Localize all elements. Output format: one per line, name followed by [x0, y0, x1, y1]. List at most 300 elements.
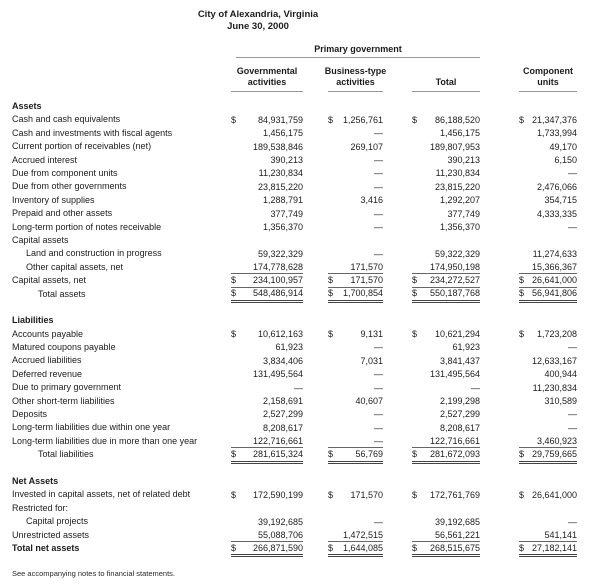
cell-business-type-activities: [303, 542, 383, 556]
amount-value: —: [568, 516, 577, 527]
amount-value: 4,333,335: [536, 208, 577, 219]
cell-total: [383, 341, 480, 354]
cell-component-units: [480, 167, 577, 180]
row-label: Long-term portion of notes receivable: [12, 221, 162, 232]
table-row: [0, 328, 600, 341]
currency-symbol: $: [231, 489, 237, 500]
row-label: Current portion of receivables (net): [12, 141, 152, 152]
cell-business-type-activities: [303, 114, 383, 127]
row-label: Deposits: [12, 408, 48, 419]
cell-total: [383, 181, 480, 194]
amount-value: —: [374, 248, 383, 259]
cell-governmental-activities: [218, 274, 303, 288]
amount-value: 171,570: [350, 261, 383, 272]
amount-value: 59,322,329: [257, 248, 303, 259]
column-header-line: activities: [336, 77, 375, 87]
cell-governmental-activities: [218, 382, 303, 395]
column-header-component-units: [480, 58, 577, 92]
cell-business-type-activities: [303, 408, 383, 421]
amount-value: 61,923: [275, 342, 303, 353]
row-label: Accrued liabilities: [12, 355, 82, 366]
currency-symbol: $: [231, 114, 237, 125]
row-label: Total assets: [38, 288, 86, 299]
section-header-row: [0, 314, 600, 327]
column-header-line: Business-type: [324, 66, 387, 76]
table-row: [0, 247, 600, 260]
table-row: [0, 435, 600, 448]
cell-business-type-activities: [303, 382, 383, 395]
cell-total: [383, 382, 480, 395]
amount-value: 86,188,520: [434, 114, 480, 125]
amount-value: 11,230,834: [258, 168, 303, 179]
row-label: Due from component units: [12, 167, 118, 178]
report-date: June 30, 2000: [227, 21, 289, 32]
cell-component-units: [480, 368, 577, 381]
amount-value: 1,644,085: [342, 542, 383, 553]
cell-business-type-activities: [303, 328, 383, 341]
currency-symbol: $: [328, 449, 334, 460]
column-header-row: [0, 58, 600, 92]
cell-governmental-activities: [218, 194, 303, 207]
cell-business-type-activities: [303, 355, 383, 368]
currency-symbol: $: [519, 275, 525, 286]
amount-value: 12,633,167: [531, 355, 577, 366]
cell-governmental-activities: [218, 516, 303, 529]
cell-total: [383, 141, 480, 154]
amount-value: 61,923: [452, 342, 480, 353]
cell-business-type-activities: [303, 208, 383, 221]
column-header-line: activities: [247, 77, 287, 87]
cell-total: [383, 221, 480, 234]
amount-value: 377,749: [270, 208, 303, 219]
cell-component-units: [480, 141, 577, 154]
column-header-line: Total: [435, 77, 457, 87]
cell-component-units: [480, 127, 577, 140]
amount-value: —: [294, 382, 303, 393]
row-label: Land and construction in progress: [26, 248, 162, 259]
cell-component-units: [480, 154, 577, 167]
amount-value: 1,723,208: [536, 329, 577, 340]
cell-total: [383, 154, 480, 167]
cell-governmental-activities: [218, 287, 303, 301]
amount-value: 550,187,768: [429, 288, 480, 299]
amount-value: —: [374, 516, 383, 527]
currency-symbol: $: [412, 114, 418, 125]
column-header-line: Component: [523, 66, 573, 76]
cell-total: [383, 408, 480, 421]
cell-business-type-activities: [303, 516, 383, 529]
amount-value: 21,347,376: [531, 114, 577, 125]
currency-symbol: $: [519, 449, 525, 460]
cell-component-units: [480, 274, 577, 288]
cell-component-units: [480, 287, 577, 301]
amount-value: 131,495,564: [429, 369, 480, 380]
amount-value: 281,615,324: [252, 449, 303, 460]
cell-governmental-activities: [218, 261, 303, 275]
amount-value: —: [568, 409, 577, 420]
cell-total: [383, 448, 480, 462]
cell-governmental-activities: [218, 181, 303, 194]
amount-value: 2,158,691: [262, 396, 303, 407]
amount-value: 400,944: [544, 369, 577, 380]
cell-component-units: [480, 382, 577, 395]
cell-governmental-activities: [218, 408, 303, 421]
amount-value: 310,589: [544, 396, 577, 407]
cell-business-type-activities: [303, 194, 383, 207]
amount-value: 174,950,198: [429, 261, 480, 272]
cell-total: [383, 194, 480, 207]
cell-total: [383, 395, 480, 408]
amount-value: 9,131: [360, 329, 383, 340]
row-label: Restricted for:: [12, 502, 69, 513]
cell-total: [383, 328, 480, 341]
amount-value: 8,208,617: [439, 422, 480, 433]
amount-value: 131,495,564: [252, 369, 303, 380]
amount-value: 56,941,806: [531, 288, 577, 299]
amount-value: 234,272,527: [429, 275, 480, 286]
amount-value: 377,749: [447, 208, 480, 219]
amount-value: 3,416: [360, 195, 383, 206]
cell-governmental-activities: [218, 141, 303, 154]
cell-total: [383, 489, 480, 502]
amount-value: —: [568, 221, 577, 232]
amount-value: —: [374, 382, 383, 393]
row-label: Liabilities: [12, 315, 54, 326]
amount-value: 3,834,406: [262, 355, 303, 366]
amount-value: —: [374, 422, 383, 433]
cell-component-units: [480, 435, 577, 449]
cell-total: [383, 422, 480, 435]
cell-governmental-activities: [218, 435, 303, 449]
cell-business-type-activities: [303, 154, 383, 167]
amount-value: 172,590,199: [252, 489, 303, 500]
amount-value: 122,716,661: [429, 435, 480, 446]
table-row: [0, 542, 600, 555]
cell-business-type-activities: [303, 167, 383, 180]
amount-value: 39,192,685: [257, 516, 303, 527]
cell-business-type-activities: [303, 181, 383, 194]
amount-value: 59,322,329: [434, 248, 480, 259]
cell-business-type-activities: [303, 221, 383, 234]
row-label: Cash and investments with fiscal agents: [12, 127, 173, 138]
amount-value: 1,472,515: [342, 529, 383, 540]
row-label: Net Assets: [12, 475, 59, 486]
cell-component-units: [480, 194, 577, 207]
amount-value: 268,515,675: [429, 542, 480, 553]
amount-value: 174,778,628: [252, 261, 303, 272]
table-row: [0, 113, 600, 126]
amount-value: 39,192,685: [434, 516, 480, 527]
amount-value: 189,538,846: [252, 141, 303, 152]
cell-total: [383, 274, 480, 288]
row-label: Other short-term liabilities: [12, 395, 115, 406]
amount-value: 23,815,220: [434, 181, 480, 192]
currency-symbol: $: [519, 288, 525, 299]
amount-value: 40,607: [355, 396, 383, 407]
cell-business-type-activities: [303, 422, 383, 435]
table-row: [0, 154, 600, 167]
cell-business-type-activities: [303, 274, 383, 288]
amount-value: 2,476,066: [536, 181, 577, 192]
table-row: [0, 167, 600, 180]
table-row: [0, 261, 600, 274]
cell-component-units: [480, 328, 577, 341]
amount-value: —: [374, 208, 383, 219]
amount-value: 7,031: [360, 355, 383, 366]
amount-value: 1,356,370: [439, 221, 480, 232]
amount-value: 23,815,220: [257, 181, 303, 192]
amount-value: 56,769: [355, 449, 383, 460]
amount-value: —: [374, 181, 383, 192]
amount-value: 1,288,791: [262, 195, 303, 206]
cell-component-units: [480, 248, 577, 261]
amount-value: 390,213: [270, 155, 303, 166]
cell-business-type-activities: [303, 341, 383, 354]
amount-value: —: [568, 422, 577, 433]
currency-symbol: $: [328, 542, 334, 553]
amount-value: 1,456,175: [439, 128, 480, 139]
currency-symbol: $: [231, 288, 237, 299]
cell-total: [383, 355, 480, 368]
cell-governmental-activities: [218, 368, 303, 381]
amount-value: 2,527,299: [262, 409, 303, 420]
currency-symbol: $: [231, 542, 237, 553]
table-row: [0, 488, 600, 501]
amount-value: —: [374, 128, 383, 139]
table-row: [0, 274, 600, 287]
cell-business-type-activities: [303, 435, 383, 449]
cell-business-type-activities: [303, 127, 383, 140]
table-row: [0, 140, 600, 153]
row-label: Deferred revenue: [12, 368, 83, 379]
row-label: Due to primary government: [12, 382, 122, 393]
row-label: Other capital assets, net: [26, 261, 124, 272]
cell-total: [383, 208, 480, 221]
row-label: Unrestricted assets: [12, 529, 90, 540]
amount-value: 2,199,298: [439, 396, 480, 407]
cell-business-type-activities: [303, 141, 383, 154]
amount-value: 8,208,617: [262, 422, 303, 433]
cell-governmental-activities: [218, 154, 303, 167]
amount-value: 548,486,914: [252, 288, 303, 299]
amount-value: 11,230,834: [532, 382, 577, 393]
cell-business-type-activities: [303, 368, 383, 381]
table-row: [0, 221, 600, 234]
amount-value: 541,141: [544, 529, 577, 540]
amount-value: 122,716,661: [252, 435, 303, 446]
cell-governmental-activities: [218, 221, 303, 234]
row-label: Matured coupons payable: [12, 342, 116, 353]
cell-governmental-activities: [218, 529, 303, 543]
column-header-governmental-activities: [218, 58, 303, 92]
cell-component-units: [480, 341, 577, 354]
table-row: [0, 287, 600, 300]
amount-value: 189,807,953: [429, 141, 480, 152]
amount-value: 26,641,000: [531, 275, 577, 286]
amount-value: 26,641,000: [531, 489, 577, 500]
currency-symbol: $: [328, 114, 334, 125]
amount-value: —: [568, 168, 577, 179]
amount-value: 10,612,163: [257, 329, 303, 340]
amount-value: 266,871,590: [252, 542, 303, 553]
cell-governmental-activities: [218, 114, 303, 127]
amount-value: 56,561,221: [434, 529, 480, 540]
cell-governmental-activities: [218, 208, 303, 221]
amount-value: 84,931,759: [257, 114, 303, 125]
primary-government-header-row: [0, 44, 600, 58]
currency-symbol: $: [328, 329, 334, 340]
cell-component-units: [480, 395, 577, 408]
amount-value: 1,292,207: [439, 195, 480, 206]
table-row: [0, 408, 600, 421]
cell-total: [383, 516, 480, 529]
cell-component-units: [480, 114, 577, 127]
amount-value: 2,527,299: [439, 409, 480, 420]
row-label: Capital projects: [26, 516, 89, 527]
row-label: Prepaid and other assets: [12, 208, 113, 219]
cell-total: [383, 261, 480, 275]
cell-business-type-activities: [303, 287, 383, 301]
cell-total: [383, 114, 480, 127]
cell-business-type-activities: [303, 529, 383, 543]
amount-value: 3,460,923: [536, 435, 577, 446]
cell-business-type-activities: [303, 489, 383, 502]
amount-value: 281,672,093: [429, 449, 480, 460]
amount-value: 1,356,370: [262, 221, 303, 232]
row-label: Capital assets, net: [12, 275, 87, 286]
cell-business-type-activities: [303, 395, 383, 408]
currency-symbol: $: [412, 329, 418, 340]
cell-component-units: [480, 542, 577, 556]
row-label: Assets: [12, 101, 42, 111]
currency-symbol: $: [231, 449, 237, 460]
cell-governmental-activities: [218, 167, 303, 180]
cell-governmental-activities: [218, 355, 303, 368]
amount-value: 10,621,294: [434, 329, 480, 340]
cell-component-units: [480, 529, 577, 543]
column-header-business-type-activities: [303, 58, 387, 92]
amount-value: 172,761,769: [429, 489, 480, 500]
cell-component-units: [480, 516, 577, 529]
table-row: [0, 194, 600, 207]
currency-symbol: $: [519, 114, 525, 125]
amount-value: 6,150: [554, 155, 577, 166]
table-row: [0, 529, 600, 542]
cell-governmental-activities: [218, 328, 303, 341]
cell-governmental-activities: [218, 489, 303, 502]
cell-total: [383, 167, 480, 180]
cell-governmental-activities: [218, 422, 303, 435]
currency-symbol: $: [412, 449, 418, 460]
cell-governmental-activities: [218, 341, 303, 354]
footnote: See accompanying notes to financial statements.: [12, 569, 176, 579]
amount-value: —: [374, 155, 383, 166]
table-row: [0, 381, 600, 394]
row-label: Accrued interest: [12, 154, 78, 165]
currency-symbol: $: [231, 329, 237, 340]
cell-governmental-activities: [218, 542, 303, 556]
cell-total: [383, 529, 480, 543]
currency-symbol: $: [519, 489, 525, 500]
section-header-row: [0, 475, 600, 488]
row-label: Total liabilities: [38, 449, 94, 460]
cell-component-units: [480, 489, 577, 502]
currency-symbol: $: [519, 542, 525, 553]
row-label: Total net assets: [12, 542, 80, 553]
amount-value: 1,733,994: [536, 128, 577, 139]
row-label: Capital assets: [12, 234, 69, 245]
amount-value: 11,230,834: [435, 168, 480, 179]
currency-symbol: $: [412, 288, 418, 299]
column-header-line: Governmental: [236, 66, 298, 76]
currency-symbol: $: [412, 275, 418, 286]
cell-business-type-activities: [303, 448, 383, 462]
cell-total: [383, 287, 480, 301]
cell-total: [383, 435, 480, 449]
amount-value: —: [568, 342, 577, 353]
cell-component-units: [480, 422, 577, 435]
report-title: City of Alexandria, Virginia: [197, 9, 319, 20]
cell-business-type-activities: [303, 248, 383, 261]
row-label: Invested in capital assets, net of related debt: [12, 489, 191, 500]
cell-component-units: [480, 208, 577, 221]
section-header-row: [0, 100, 600, 113]
cell-component-units: [480, 355, 577, 368]
row-label: Long-term liabilities due within one year: [12, 422, 171, 433]
amount-value: 354,715: [544, 195, 577, 206]
cell-component-units: [480, 181, 577, 194]
cell-component-units: [480, 261, 577, 275]
cell-total: [383, 248, 480, 261]
currency-symbol: $: [328, 275, 334, 286]
amount-value: —: [374, 221, 383, 232]
amount-value: 15,366,367: [531, 261, 577, 272]
table-row: [0, 127, 600, 140]
cell-business-type-activities: [303, 261, 383, 275]
amount-value: 171,570: [350, 275, 383, 286]
cell-total: [383, 368, 480, 381]
table-row: [0, 341, 600, 354]
report-title-block: [0, 0, 516, 33]
currency-symbol: $: [519, 329, 525, 340]
table-row: [0, 448, 600, 461]
cell-governmental-activities: [218, 248, 303, 261]
amount-value: 1,256,761: [342, 114, 383, 125]
amount-value: 269,107: [350, 141, 383, 152]
cell-governmental-activities: [218, 395, 303, 408]
table-row: [0, 502, 600, 515]
amount-value: 171,570: [350, 489, 383, 500]
currency-symbol: $: [328, 489, 334, 500]
table-row: [0, 421, 600, 434]
row-label: Due from other governments: [12, 181, 127, 192]
table-row: [0, 354, 600, 367]
amount-value: 390,213: [447, 155, 480, 166]
amount-value: —: [374, 435, 383, 446]
row-label: Inventory of supplies: [12, 194, 95, 205]
statement-table-body: [0, 100, 600, 555]
table-row: [0, 515, 600, 528]
cell-total: [383, 542, 480, 556]
amount-value: —: [374, 409, 383, 420]
table-row: [0, 234, 600, 247]
amount-value: 55,088,706: [257, 529, 303, 540]
amount-value: —: [374, 342, 383, 353]
column-header-line: units: [537, 77, 559, 87]
table-row: [0, 207, 600, 220]
cell-component-units: [480, 221, 577, 234]
amount-value: 29,759,665: [531, 449, 577, 460]
